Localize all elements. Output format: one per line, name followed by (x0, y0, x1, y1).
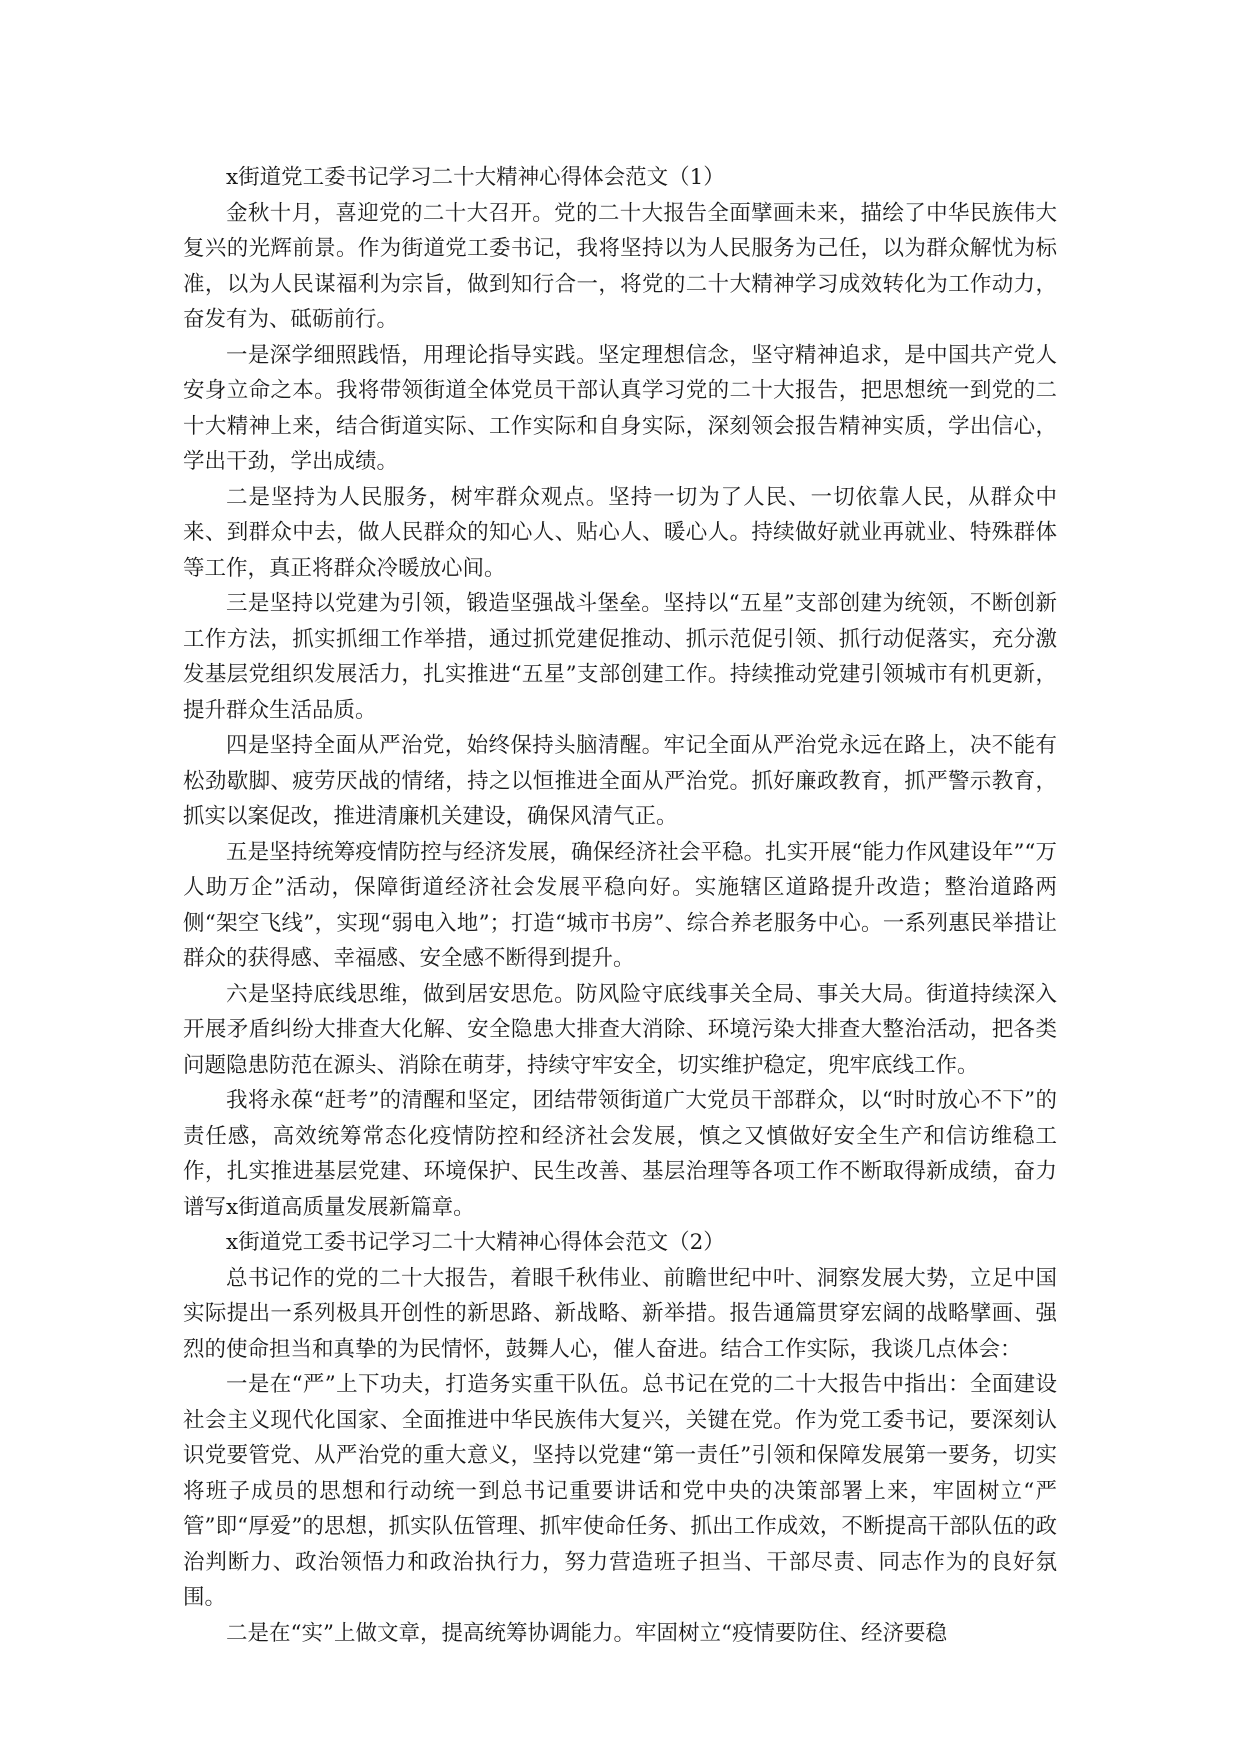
section-1-title: x街道党工委书记学习二十大精神心得体会范文（1） (226, 165, 725, 190)
document-body (183, 160, 1057, 1651)
section-1-paragraph: 四是坚持全面从严治党，始终保持头脑清醒。牢记全面从严治党永远在路上，决不能有松劲歇脚、疲劳厌战的情绪，持之以恒推进全面从严治党。抓好廉政教育，抓严警示教育，抓实以案促改，推进清廉机关建设，确保风清气正。 (183, 733, 1057, 829)
section-2-title: x街道党工委书记学习二十大精神心得体会范文（2） (226, 1230, 725, 1255)
section-1-paragraph: 五是坚持统筹疫情防控与经济发展，确保经济社会平稳。扎实开展“能力作风建设年”“万人助万企”活动，保障街道经济社会发展平稳向好。实施辖区道路提升改造；整治道路两侧“架空飞线”，实现“弱电入地”；打造“城市书房”、综合养老服务中心。一系列惠民举措让群众的获得感、幸福感、安全感不断得到提升。 (183, 839, 1057, 971)
section-1-paragraph: 金秋十月，喜迎党的二十大召开。党的二十大报告全面擘画未来，描绘了中华民族伟大复兴的光辉前景。作为街道党工委书记，我将坚持以为人民服务为己任，以为群众解忧为标准，以为人民谋福利为宗旨，做到知行合一，将党的二十大精神学习成效转化为工作动力，奋发有为、砥砺前行。 (183, 200, 1057, 332)
section-2-paragraph: 一是在“严”上下功夫，打造务实重干队伍。总书记在党的二十大报告中指出：全面建设社会主义现代化国家、全面推进中华民族伟大复兴，关键在党。作为党工委书记，要深刻认识党要管党、从严治党的重大意义，坚持以党建“第一责任”引领和保障发展第一要务，切实将班子成员的思想和行动统一到总书记重要讲话和党中央的决策部署上来，牢固树立“严管”即“厚爱”的思想，抓实队伍管理、抓牢使命任务、抓出工作成效，不断提高干部队伍的政治判断力、政治领悟力和政治执行力，努力营造班子担当、干部尽责、同志作为的良好氛围。 (183, 1372, 1057, 1610)
section-1-paragraph: 二是坚持为人民服务，树牢群众观点。坚持一切为了人民、一切依靠人民，从群众中来、到群众中去，做人民群众的知心人、贴心人、暖心人。持续做好就业再就业、特殊群体等工作，真正将群众冷暖放心间。 (183, 484, 1057, 581)
section-2-paragraph: 总书记作的党的二十大报告，着眼千秋伟业、前瞻世纪中叶、洞察发展大势，立足中国实际提出一系列极具开创性的新思路、新战略、新举措。报告通篇贯穿宏阔的战略擘画、强烈的使命担当和真挚的为民情怀，鼓舞人心，催人奋进。结合工作实际，我谈几点体会： (183, 1265, 1057, 1362)
section-1-paragraph: 六是坚持底线思维，做到居安思危。防风险守底线事关全局、事关大局。街道持续深入开展矛盾纠纷大排查大化解、安全隐患大排查大消除、环境污染大排查大整治活动，把各类问题隐患防范在源头、消除在萌芽，持续守牢安全，切实维护稳定，兜牢底线工作。 (183, 981, 1057, 1078)
section-1-paragraph: 三是坚持以党建为引领，锻造坚强战斗堡垒。坚持以“五星”支部创建为统领，不断创新工作方法，抓实抓细工作举措，通过抓党建促推动、抓示范促引领、抓行动促落实，充分激发基层党组织发展活力，扎实推进“五星”支部创建工作。持续推动党建引领城市有机更新，提升群众生活品质。 (183, 591, 1057, 723)
section-2-paragraph: 二是在“实”上做文章，提高统筹协调能力。牢固树立“疫情要防住、经济要稳 (226, 1620, 947, 1646)
section-1-paragraph: 我将永葆“赶考”的清醒和坚定，团结带领街道广大党员干部群众，以“时时放心不下”的责任感，高效统筹常态化疫情防控和经济社会发展，慎之又慎做好安全生产和信访维稳工作，扎实推进基层党建、环境保护、民生改善、基层治理等各项工作不断取得新成绩，奋力谱写x街道高质量发展新篇章。 (183, 1088, 1057, 1220)
section-1-paragraph: 一是深学细照践悟，用理论指导实践。坚定理想信念，坚守精神追求，是中国共产党人安身立命之本。我将带领街道全体党员干部认真学习党的二十大报告，把思想统一到党的二十大精神上来，结合街道实际、工作实际和自身实际，深刻领会报告精神实质，学出信心，学出干劲，学出成绩。 (183, 342, 1057, 474)
